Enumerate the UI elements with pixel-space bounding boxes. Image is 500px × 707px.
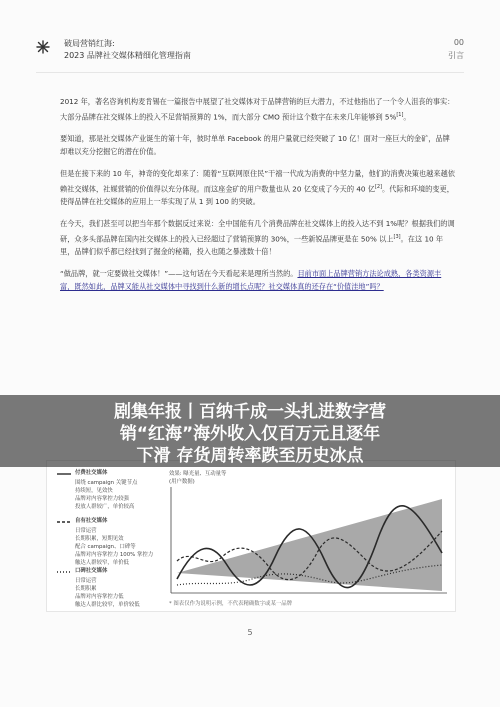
paragraph-tail: 。在这 10 年里，品牌们似乎都已经找到了掘金的秘籍，投入也随之暴涨数十倍！ [60,234,444,256]
page-header [36,38,464,66]
legend-line: 日常运营 [75,528,97,534]
legend-heading-owned: 自有社交媒体 [75,518,108,524]
highlighted-question: 目前市面上品牌营销方法论成熟，各类资源丰富，既然如此，品牌又能从社交媒体中寻找到什么新的增长点呢？社交媒体真的还存在“价值洼地”吗？ [60,269,442,291]
figure-panel [46,460,456,612]
legend-line: 触达人群比较窄，单价较低 [75,602,140,608]
chart-svg [157,461,455,611]
footnote-ref[interactable]: [2] [374,183,383,190]
footnote-ref[interactable]: [3] [393,233,401,240]
legend-line: 品牌对内容掌控力 100% 掌控力 [75,552,154,558]
paragraph [60,268,455,293]
legend-line: 围绕 campaign 关键节点 [75,480,138,486]
legend-swatch-owned [57,517,71,527]
illustrative-chart [157,461,455,611]
legend-line: 日常运营 [75,578,97,584]
paragraph-text: 要知道，那是社交媒体产业诞生的第十年，彼时单单 Facebook 的用户量就已经突破了 10 亿！面对一座巨大的金矿，品牌却难以充分挖掘它的潜在价值。 [60,134,450,156]
paragraph-tail: 。代际和环境的变更，使得品牌在社交媒体的应用上一举实现了从 1 到 100 的突破。 [60,184,454,206]
legend-line: 投放人群较广，单价较高 [75,504,135,510]
paragraph-text: 在今天，我们甚至可以把当年那个数据反过来说：全中国能有几个消费品牌在社交媒体上的投入达不到 1%呢？根据我们的调研，众多头部品牌在国内社交媒体上的投入已经超过了营销预算的 30%，一些新锐品牌更是在 50% 以上 [60,219,455,244]
paragraph [60,133,455,158]
headline-overlay [0,395,500,467]
headline-line-1: 剧集年报丨百纳千成一头扎进数字营 [114,402,386,422]
legend-line: 触达人群较窄，单价低 [75,560,129,566]
paragraph [60,218,455,258]
paragraph-text: “做品牌，就一定要做社交媒体！”——这句话在今天看起来是理所当然的。 [60,269,298,279]
paragraph-text: 2012 年，著名咨询机构麦肯锡在一篇报告中展望了社交媒体对于品牌营销的巨大潜力，不过他指出了一个令人沮丧的事实：大部分品牌在社交媒体上的投入不足营销预算的 1%，而大部分 CMO 预计这个数字在未来几年能够到 5% [60,97,455,121]
paragraph [60,96,455,123]
legend-line: 配合 campaign、口碑等 [75,544,136,550]
report-subtitle: 2023 品牌社交媒体精细化管理指南 [64,51,191,60]
paragraph-text: 但是在接下来的 10 年，神奇的变化却来了：随着“互联网原住民”干禧一代成为消费的中坚力量，他们的消费决策也越来越依赖社交媒体，社媒营销的价值得以充分体现。而这座金矿的用户数量也从 20 亿变成了今天的 40 亿 [60,169,455,194]
section-number: 00 [453,38,464,47]
asterisk-logo-icon [36,40,50,54]
header-divider [36,72,464,73]
section-name: 引言 [448,51,464,60]
legend-line: 长期积累，短期见效 [75,536,124,542]
paragraph-tail: 。 [403,111,411,121]
body-text [60,96,455,303]
growth-wedge [177,499,442,591]
y-axis-label: 效果: 曝光量、互动量等 [169,471,227,477]
legend-line: 长期积累 [75,586,97,592]
y-axis-sublabel: (用户数据) [169,479,195,485]
paragraph [60,168,455,208]
legend-heading-paid: 付费社交媒体 [75,470,108,476]
legend-line: 品牌对内容掌控力较强 [75,496,129,502]
legend-swatch-earned [57,567,71,577]
page-number: 5 [247,628,253,637]
chart-note: * 图表仅作为说明示例，不代表精确数字或某一品牌 [169,601,293,607]
legend-swatch-paid [57,469,71,479]
headline-line-3: 下滑 存货周转率跌至历史冰点 [136,446,364,466]
headline-line-2: 销“红海”海外收入仅百万元且逐年 [119,424,381,444]
footnote-ref[interactable]: [1] [396,111,404,118]
report-title: 破局营销红海: [64,39,115,48]
legend-heading-earned: 口碑社交媒体 [75,568,108,574]
legend-line: 品牌对内容掌控力低 [75,594,124,600]
legend-line: 持续短，见效快 [75,488,113,494]
